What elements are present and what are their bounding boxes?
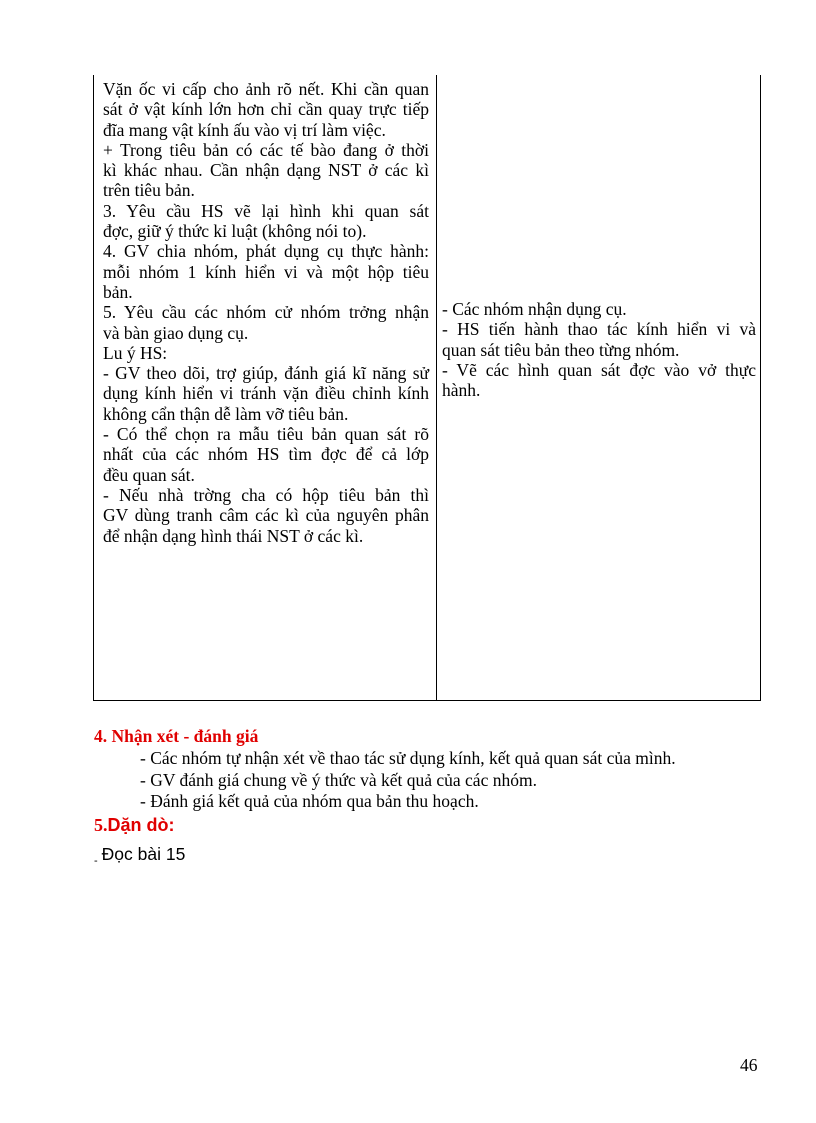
teacher-activities-column bbox=[103, 79, 429, 546]
text-line: đều quan sát. bbox=[103, 464, 195, 485]
list-item: - GV đánh giá chung về ý thức và kết quả của các nhóm. bbox=[140, 769, 537, 790]
text-line: - Các nhóm nhận dụng cụ. bbox=[442, 299, 627, 319]
text-line: - Có thể chọn ra mẫu tiêu bản quan sát rõ bbox=[103, 424, 429, 445]
text-line: bản. bbox=[103, 281, 133, 302]
text-line: sát ở vật kính lớn hơn chỉ cần quay trực tiếp bbox=[103, 99, 429, 120]
list-item: - Đánh giá kết quả của nhóm qua bản thu hoạch. bbox=[140, 791, 479, 811]
lesson-table bbox=[93, 75, 761, 701]
text-line: không cẩn thận dễ làm vỡ tiêu bản. bbox=[103, 403, 349, 424]
text-line: đợc, giữ ý thức kỉ luật (không nói to). bbox=[103, 221, 367, 242]
text-line: - Vẽ các hình quan sát đợc vào vở thực bbox=[442, 359, 756, 380]
homework-task bbox=[94, 844, 185, 867]
section-5-title: Dặn dò: bbox=[107, 815, 175, 835]
text-line: GV dùng tranh câm các kì của nguyên phân bbox=[103, 505, 429, 526]
task-dash: - bbox=[94, 855, 98, 867]
text-line: 4. GV chia nhóm, phát dụng cụ thực hành: bbox=[103, 241, 429, 262]
task-text: Đọc bài 15 bbox=[101, 844, 186, 864]
text-line: - HS tiến hành thao tác kính hiển vi và bbox=[442, 319, 756, 340]
page-number: 46 bbox=[740, 1055, 758, 1075]
text-line: hành. bbox=[442, 380, 481, 401]
section-4-heading: 4. Nhận xét - đánh giá bbox=[94, 726, 259, 746]
student-activities-column bbox=[442, 299, 756, 400]
column-divider bbox=[436, 75, 437, 700]
text-line: và bàn giao dụng cụ. bbox=[103, 322, 249, 343]
text-line: - GV theo dõi, trợ giúp, đánh giá kĩ năng sử bbox=[103, 363, 429, 384]
text-line: Vặn ốc vi cấp cho ảnh rõ nết. Khi cần quan bbox=[103, 79, 429, 99]
text-line: dụng kính hiển vi tránh vặn điều chỉnh kính bbox=[103, 383, 429, 404]
text-line: kì khác nhau. Cần nhận dạng NST ở các kì bbox=[103, 160, 429, 181]
text-line: 3. Yêu cầu HS vẽ lại hình khi quan sát bbox=[103, 200, 429, 221]
text-line: Lu ý HS: bbox=[103, 342, 168, 363]
list-item: - Các nhóm tự nhận xét về thao tác sử dụng kính, kết quả quan sát của mình. bbox=[140, 748, 676, 768]
text-line: để nhận dạng hình thái NST ở các kì. bbox=[103, 525, 364, 546]
section-5-number: 5. bbox=[94, 815, 108, 835]
text-line: quan sát tiêu bản theo từng nhóm. bbox=[442, 339, 680, 360]
text-line: - Nếu nhà trờng cha có hộp tiêu bản thì bbox=[103, 484, 429, 505]
text-line: trên tiêu bản. bbox=[103, 180, 195, 201]
text-line: đĩa mang vật kính ấu vào vị trí làm việc. bbox=[103, 119, 386, 140]
text-line: + Trong tiêu bản có các tế bào đang ở thời bbox=[103, 139, 429, 160]
text-line: nhất của các nhóm HS tìm đợc để cả lớp bbox=[103, 444, 429, 465]
text-line: mỗi nhóm 1 kính hiển vi và một hộp tiêu bbox=[103, 261, 429, 282]
text-line: 5. Yêu cầu các nhóm cử nhóm trởng nhận bbox=[103, 302, 429, 323]
section-4-list bbox=[140, 748, 676, 813]
section-5-heading bbox=[94, 815, 175, 836]
